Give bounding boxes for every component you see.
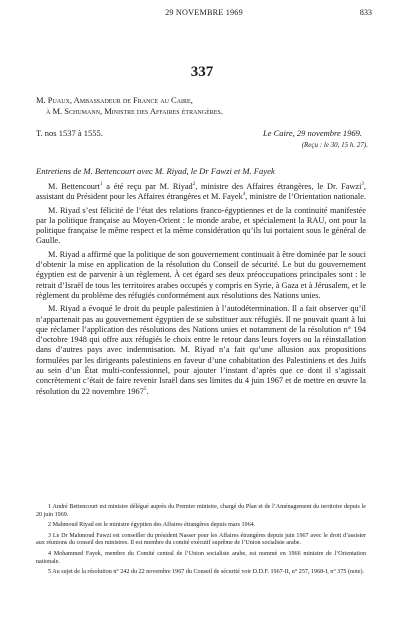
sender-line: M. Puaux, Ambassadeur de France au Caire,: [36, 95, 193, 105]
footnote: 4 Mohammed Fayek, membre du Comité central de l’Union socialiste arabe, est nommé en 1966 ministre de l’Orientation nationale.: [36, 550, 366, 565]
received-note: (Reçu : le 30, 15 h. 27).: [301, 141, 368, 149]
document-number: 337: [190, 64, 214, 80]
telegram-numbers: T. nos 1537 à 1555.: [36, 128, 103, 138]
body-text: [36, 182, 366, 400]
telegram-line: [36, 128, 362, 139]
paragraph: M. Riyad a affirmé que la politique de son gouvernement continuait à être dominée par le souci d’obtenir la mise en application de la résolution du Conseil de sécurité. Le but du gouvernement égyptien est de parvenir à un règlement. À cet égard ses deux préoccupations principales sont : le retrait d’Israël de tous les territoires arabes occupés y compris en Syrie, à Gaza et à Jérusalem, et le règlement du problème des réfugiés conformément aux résolutions des Nations unies.: [36, 249, 366, 300]
place-date: Le Caire, 29 novembre 1969.: [263, 128, 362, 138]
recipient-line: à M. Schumann, Ministre des Affaires étrangères.: [46, 106, 223, 116]
document-title: Entretiens de M. Bettencourt avec M. Riyad, le Dr Fawzi et M. Fayek: [36, 166, 275, 176]
footnote: 3 Le Dr Mahmoud Fawzi est conseiller du président Nasser pour les Affaires étrangères depuis juin 1967 avec le droit d’assister aux réunions du conseil des ministres. Il est membre du comité exécutif suprême de l’Union socialiste arabe.: [36, 532, 366, 547]
paragraph: M. Riyad s’est félicité de l’état des relations franco-égyptiennes et de la continuité manifestée par la politique française au Moyen-Orient : le monde arabe, et spécialement la RAU, ont pour la politique française le même respect et la même considération qu’ils lui portaient sous le général de Gaulle.: [36, 205, 366, 246]
footnotes: [36, 504, 366, 580]
paragraph: M. Riyad a évoqué le droit du peuple palestinien à l’autodétermination. Il a fait observer qu’il n’appartenait pas au gouvernement égyptien de se substituer aux réfugiés. Il ne pouvait quant à lui que réclamer l’application des résolutions des Nations unies et notamment de la résolution n° 194 d’octobre 1948 qui offre aux réfugiés le choix entre le retour dans leurs foyers ou la réinstallation dans d’autres pays avec indemnisation. M. Riyad n’a fait qu’une allusion aux propositions formulées par les dirigeants palestiniens en faveur d’une cohabitation des Palestiniens et des Juifs au sein d’un État multi-confessionnel, pour ajouter l’instant d’après que ce dont il s’agissait concrètement c’était de faire revenir Israël dans ses limites du 4 juin 1967 et de mettre en œuvre la résolution du 22 novembre 1967$^5$.: [36, 304, 366, 396]
footnote: 5 Au sujet de la résolution n° 242 du 22 novembre 1967 du Conseil de sécurité voir D.D.F. 1967-II, n° 257, 1968-I, n° 375 (note).: [48, 569, 365, 576]
footnote: 2 Mahmoud Riyad est le ministre égyptien des Affaires étrangères depuis mars 1964.: [48, 522, 256, 529]
address-block: [36, 95, 376, 117]
page-number: 833: [359, 8, 372, 17]
footnote: 1 André Bettencourt est ministre délégué auprès du Premier ministre, chargé du Plan et de l’Aménagement du territoire depuis le 20 juin 1969.: [36, 504, 366, 518]
paragraph: M. Bettencourt$^1$ a été reçu par M. Riyad$^2$, ministre des Affaires étrangères, le Dr. Fawzi$^3$, assistant du Président pour les Affaires étrangères et M. Fayek$^4$, ministre de l’Orientation nationale.: [36, 182, 366, 202]
running-header: [36, 8, 372, 22]
header-date: 29 NOVEMBRE 1969: [165, 8, 243, 17]
